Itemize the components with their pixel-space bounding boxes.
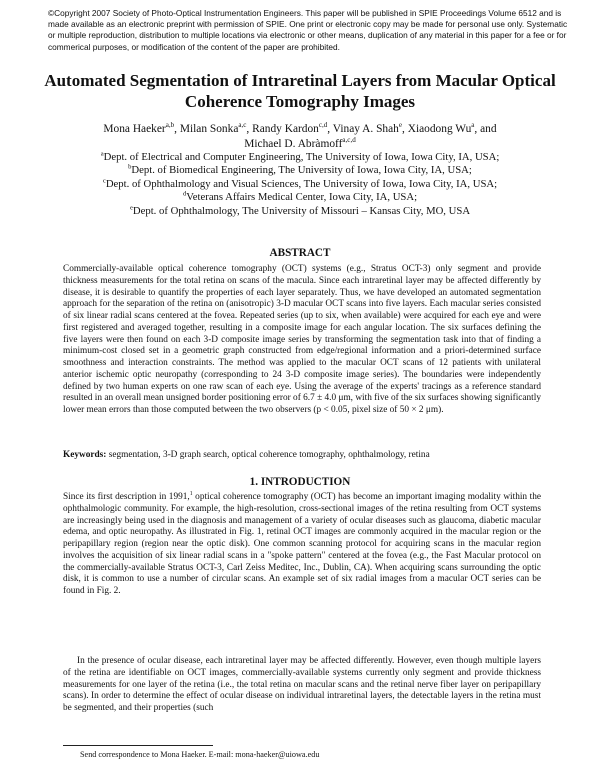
correspondence-footnote: Send correspondence to Mona Haeker. E-mail: mona-haeker@uiowa.edu xyxy=(80,750,320,759)
intro-text: Since its first description in 1991, xyxy=(63,492,190,502)
intro-heading: 1. INTRODUCTION xyxy=(249,476,351,488)
affiliation-line xyxy=(40,151,560,164)
affiliation-line xyxy=(40,178,560,191)
affil-text: Dept. of Electrical and Computer Engineering, The University of Iowa, Iowa City, IA, USA; xyxy=(103,151,500,163)
intro-text: optical coherence tomography (OCT) has become an important imaging modality within the ophthalmologic community. For example, the high-resolution, cross-sectional images of the retina resulting from OCT systems are increasingly being used in the diagnosis and management of a variety of ocular diseases such as glaucoma, diabetic macular edema, and optic neuropathy. As illustrated in Fig. 1, retinal OCT images are commonly acquired in the macular region or the peripapillary region (region near the optic disk). One common scanning protocol for acquiring scans in the macular region involves the acquisition of six linear radial scans in a "spoke pattern" centered at the fovea (e.g., the Fast Macular protocol on the commercially-available Stratus OCT-3, Carl Zeiss Meditec, Inc., Dublin, CA). When acquiring scans surrounding the optic disk, it is common to use a number of circular scans. An example set of six radial images from a macular OCT series can be found in Fig. 2. xyxy=(63,492,542,596)
author-affil-mark: a,c xyxy=(238,121,247,130)
paper-title: Automated Segmentation of Intraretinal Layers from Macular Optical Coherence Tomography Images xyxy=(44,71,556,111)
author-separator: , xyxy=(327,123,333,135)
author-name: Vinay A. Shah xyxy=(332,123,399,135)
affil-mark: a xyxy=(100,150,104,158)
affiliation-list xyxy=(40,151,560,218)
affiliation-line xyxy=(40,164,560,177)
author-affil-mark: a,b xyxy=(165,121,175,130)
affil-text: Veterans Affairs Medical Center, Iowa City, IA, USA; xyxy=(186,191,418,204)
keywords-line xyxy=(63,450,541,462)
keywords-text: segmentation, 3-D graph search, optical coherence tomography, ophthalmology, retina xyxy=(108,450,430,460)
author-affil-mark: e xyxy=(398,121,403,130)
intro-paragraph-1 xyxy=(63,492,541,598)
footnote-divider xyxy=(63,745,213,746)
affil-mark: c xyxy=(102,177,106,185)
author-affil-mark: a xyxy=(471,121,475,130)
author-separator: , xyxy=(174,123,180,135)
author-separator: , xyxy=(246,123,253,135)
affiliation-line xyxy=(40,205,560,218)
author-list xyxy=(40,122,560,152)
affiliation-line xyxy=(40,191,560,204)
author-affil-mark: c,d xyxy=(318,121,328,130)
copyright-notice: ©Copyright 2007 Society of Photo-Optical Instrumentation Engineers. This paper will be published in SPIE Proceedings Volume 6512 and is made available as an electronic preprint with permission of SPIE. One print or electronic copy may be made for personal use only. Systematic or multiple reproduction, distribution to multiple locations via electronic or other means, duplication of any material in this paper for a fee or for commerical purposes, or modification of the content of the paper are prohibited. xyxy=(48,8,568,52)
author-and: , and xyxy=(474,123,497,135)
citation-mark: 1 xyxy=(189,490,193,497)
author-name: Michael D. Abràmoff xyxy=(244,138,343,150)
affil-text: Dept. of Biomedical Engineering, The University of Iowa, Iowa City, IA, USA; xyxy=(131,164,472,177)
affil-text: Dept. of Ophthalmology and Visual Sciences, The University of Iowa, Iowa City, IA, USA; xyxy=(105,177,498,190)
author-separator: , xyxy=(402,123,408,135)
author-name: Randy Kardon xyxy=(252,123,319,135)
intro-paragraph-2: In the presence of ocular disease, each intraretinal layer may be affected differently. However, even though multiple layers of the retina are identifiable on OCT images, commercially-available systems currently only segment and provide thickness measurements for one layer of the retina (i.e., the total retina on macular scans and the retinal nerve fiber layer on peripapillary scans). In order to determine the effect of ocular disease on individual intraretinal layers, the detectable layers in the retina must be segmented, and their properties (such xyxy=(63,656,541,713)
author-name: Xiaodong Wu xyxy=(407,123,472,135)
author-name: Milan Sonka xyxy=(179,123,239,135)
author-affil-mark: a,c,d xyxy=(342,136,356,145)
affil-mark: d xyxy=(182,190,187,198)
abstract-text: Commercially-available optical coherence tomography (OCT) systems (e.g., Stratus OCT-3) only segment and provide thickness measurements for the total retina on scans of the macula. Since each intraretinal layer may be affected differently by disease, it is desirable to quantify the properties of each layer separately. Thus, we have developed an automated segmentation approach for the separation of the retina on (anisotropic) 3-D macular OCT scans into five layers. Each macular series consisted of six linear radial scans centered at the fovea. Repeated series (up to six, when available) were acquired for each eye and were first registered and averaged together, resulting in a composite image for each angular location. The six surfaces defining the five layers were then found on each 3-D composite image series by transforming the segmentation task into that of finding a minimum-cost closed set in a geometric graph constructed from edge/regional information and a priori-determined surface smoothness and interaction constraints. The method was applied to the macular OCT scans of 12 patients with unilateral anterior ischemic optic neuropathy (corresponding to 24 3-D composite image series). The boundaries were independently defined by two human experts on one raw scan of each eye. Using the average of the experts' tracings as a reference standard resulted in an overall mean unsigned border positioning error of 6.7 ± 4.0 μm, with five of the six surfaces showing significantly lower mean errors than those computed between the two observers (p < 0.05, pixel size of 50 × 2 μm). xyxy=(63,264,541,415)
abstract-heading: ABSTRACT xyxy=(269,247,331,259)
affil-text: Dept. of Ophthalmology, The University of Missouri – Kansas City, MO, USA xyxy=(132,204,471,217)
keywords-label: Keywords: xyxy=(63,450,107,460)
affil-mark: e xyxy=(129,204,133,212)
author-name: Mona Haeker xyxy=(103,123,166,135)
affil-mark: b xyxy=(128,163,132,171)
